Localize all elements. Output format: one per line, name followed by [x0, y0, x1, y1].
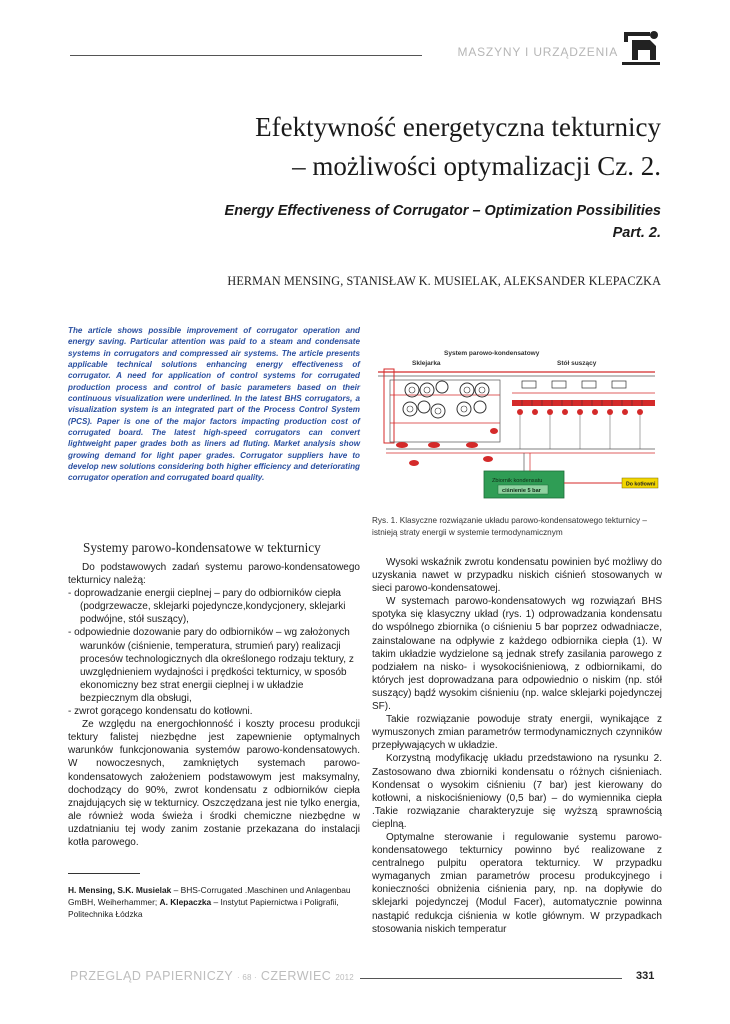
- section-name: MASZYNY I URZĄDZENIA: [457, 45, 618, 59]
- footer-rule: [360, 978, 622, 979]
- footnote: [68, 884, 360, 920]
- journal-footer: [70, 969, 354, 983]
- authors: HERMAN MENSING, STANISŁAW K. MUSIELAK, ALEKSANDER KLEPACZKA: [227, 274, 661, 288]
- footnote-author: H. Mensing, S.K. Musielak: [68, 885, 172, 895]
- left-column-body: [68, 561, 360, 849]
- tank-label-1: Zbiornik kondensatu: [492, 478, 543, 484]
- journal-name: PRZEGLĄD PAPIERNICZY: [70, 969, 234, 983]
- journal-year: 2012: [335, 973, 354, 982]
- list-item: - doprowadzanie energii cieplnej – pary do odbiorników ciepła (podgrzewacze, sklejarki pojedyncze,kondycjonery, sklejarki podwójne, stół suszący),: [68, 588, 346, 626]
- journal-month: CZERWIEC: [260, 969, 332, 983]
- paragraph: W systemach parowo-kondensatowych wg rozwiązań BHS spotyka się klasyczny układ (rys. 1) odprowadzania kondensatu do wspólnego zbiornika (o ciśnieniu 5 bar poprzez odwadniacze, zainstalowane na odpływie z każdego odbiornika ciepła (1). W takim układzie wydzielone są jednak strefy zasilania parowego z podziałem na nisko- i wysokociśnieniową, z odbiornikami, do których jest doprowadzana para odpowiednio o niskim (np. stół suszący) bądź wysokim ciśnieniu (np. walce sklejarki pojedynczej SF).: [372, 596, 662, 713]
- article-title-english: [101, 200, 661, 244]
- paragraph: Do podstawowych zadań systemu parowo-kondensatowego tekturnicy należą:: [68, 562, 360, 587]
- title-en-line: Part. 2.: [612, 225, 661, 241]
- abstract: The article shows possible improvement of corrugator operation and energy saving. Particular attention was paid to a steam and condensate systems in corrugators and compressed air systems. The article presents applicable technical solutions enhancing energy effectiveness of corrugator. A need for application of control systems for corrugated production process and control of basic parameters based on their continuous visualization were underlined. In the latest BHS corrugators, a visualization system is an integrated part of the Process Control System (PCS). Paper is one of the major factors impacting production cost of corrugated board. The latest high-speed corrugators can convert lightweight paper grades both as liners ad fluting. Market analysis show growing demand for light paper grades. Corrugator suppliers have to develop new solutions considering both higher efficiency and deteriorating corrugator operation and corrugated board quality.: [68, 326, 360, 483]
- header-rule: [70, 55, 422, 56]
- title-line: – możliwości optymalizacji Cz. 2.: [292, 151, 661, 181]
- section-heading: Systemy parowo-kondensatowe w tekturnicy: [83, 540, 321, 555]
- footnote-affiliation: – Instytut Papiernictwa i Poligrafii, Politechnika Łódzka: [68, 897, 339, 919]
- diagram-label-sklejarka: Sklejarka: [412, 360, 441, 367]
- figure-caption: Rys. 1. Klasyczne rozwiązanie układu parowo-kondensatowego tekturnicy – istnieją straty energii w systemie termodynamicznym: [372, 516, 647, 537]
- paragraph: Korzystną modyfikację układu przedstawiono na rysunku 2. Zastosowano dwa zbiorniki kondensatu o różnych ciśnieniach. Kondensat o wysokim ciśnieniu (7 bar) jest kierowany do kotłowni, a niskociśnieniowy (0,5 bar) – do wymiennika ciepła .Takie rozwiązanie charakteryzuje się wyższą sprawnością cieplną.: [372, 753, 662, 830]
- list-item: - odpowiednie dozowanie pary do odbiorników – wg założonych warunków (ciśnienie, temperatura, strumień pary) realizacji procesów technologicznych dla określonego rodzaju tektury, z uwzględnieniem wydajności i prędkości tekturnicy, w sposób ekonomiczny bez strat energii cieplnej i w układzie bezpiecznym dla obsługi,: [68, 627, 354, 704]
- boiler-label: Do kotłowni: [626, 481, 656, 488]
- journal-volume: · 68 ·: [237, 973, 257, 982]
- paragraph: Takie rozwiązanie powoduje straty energii, wynikające z wymuszonych zmian parametrów termodynamicznych czynników przepływających w układzie.: [372, 714, 662, 752]
- machine-logo-icon: [620, 26, 662, 66]
- article-title: [101, 108, 661, 186]
- paragraph: Wysoki wskaźnik zwrotu kondensatu powinien być możliwy do uzyskania nawet w przypadku niskich ciśnień stosowanych w sieci parowo-kondensatowej.: [372, 557, 662, 595]
- list-item: - zwrot gorącego kondensatu do kotłowni.: [68, 706, 253, 718]
- footnote-rule: [68, 873, 140, 874]
- diagram-title: System parowo-kondensatowy: [444, 350, 540, 357]
- tank-label-2: ciśnienie 5 bar: [502, 488, 541, 494]
- paragraph: Ze względu na energochłonność i koszty procesu produkcji tektury falistej niezbędne jest zapewnienie optymalnych warunków funkcjonowania systemów parowo-kondensatowych. W nowoczesnych, zamkniętych systemach parowo- kondensatowych założeniem podstawowym jest maksymalny, dochodzący do 90%, zwrot kondensatu z odbiorników ciepła znajdujących się w tekturnicy. Oszczędzana jest nie tylko energia, ale również woda świeża i środki chemiczne niezbędne w uzdatnianiu tej wody zanim zostanie przekazana do instalacji kotła parowego.: [68, 719, 360, 848]
- title-en-line: Energy Effectiveness of Corrugator – Optimization Possibilities: [224, 203, 661, 219]
- steam-condensate-diagram: [372, 345, 661, 510]
- page-number: 331: [636, 970, 655, 982]
- diagram-label-stol: Stół suszący: [557, 360, 597, 367]
- footnote-affiliation: – BHS-Corrugated .Maschinen und Anlagenbau GmBH, Weiherhammer;: [68, 885, 351, 907]
- footnote-author: A. Klepaczka: [159, 897, 212, 907]
- title-line: Efektywność energetyczna tekturnicy: [255, 112, 661, 142]
- right-column-body: [372, 556, 662, 936]
- paragraph: Optymalne sterowanie i regulowanie systemu parowo-kondensatowego tekturnicy powinno być realizowane z centralnego pulpitu operatora tekturnicy. W przypadku wymaganych zmian parametrów procesu produkcyjnego i konieczności obniżenia ciśnienia pary, np. na dopływie do sklejarki pojedynczej (Modul Facer), automatycznie powinna nastąpić redukcja ciśnienia w kotle głównym. W przypadkach stosowania niskich temperatur: [372, 831, 662, 935]
